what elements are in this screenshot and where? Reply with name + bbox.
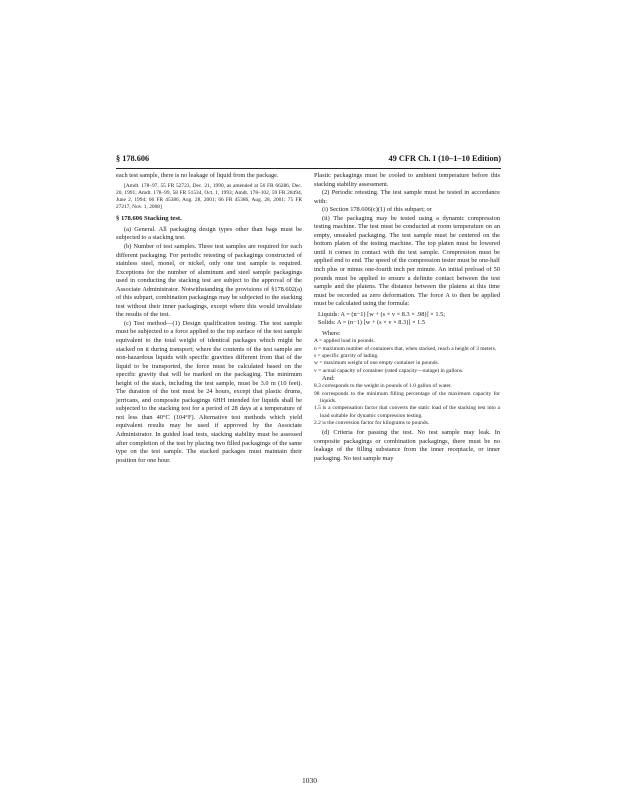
paragraph: (c) Test method—(1) Design qualification testing. The test sample must be subjected to a force applied to the top surface of the test sample equivalent to the total weight of identical packages which might be stacked on it during transport; where the contents of the test sample are non-hazardous liquids with specific gravities different from that of the liquid to be transported, the force must be calculated based on the specific gravity that will be marked on the packaging. The minimum height of the stack, including the test sample, must be 3.0 m (10 feet). The duration of the test must be 24 hours, except that plastic drums, jerricans, and composite packagings 6HH intended for liquids shall be subjected to the stacking test for a period of 28 days at a temperature of not less than 40°C (104°F). Alternative test methods which yield equivalent results may be used if approved by the Associate Administrator. In guided load tests, stacking stability must be assessed after completion of the test by placing two filled packagings of the same type on the test sample. The stacked packages must maintain their position for one hour. [116, 319, 302, 464]
right-column [314, 172, 500, 463]
running-header [116, 154, 501, 168]
header-title: 49 CFR Ch. I (10–1–10 Edition) [388, 154, 501, 163]
formula-liquids: Liquids: A = (n−1) [w + (s × v × 8.3 × .98)] × 1.5; [318, 310, 446, 318]
amendment-citation: [Amdt. 178–97, 55 FR 52723, Dec. 21, 1990, as amended at 56 FR 66286, Dec. 20, 1991; Amdt. 178–99, 58 FR 51534, Oct. 1, 1993; Amdt. 178–102, 59 FR 28494, June 2, 1994; 66 FR 45386, Aug. 28, 2001; 66 FR 45386, Aug. 28, 2001; 75 FR 27217, Nov. 1, 2008] [116, 182, 302, 211]
paragraph: (2) Periodic retesting. The test sample must be tested in accordance with: [314, 189, 500, 205]
left-column [116, 172, 302, 465]
definition: v = actual capacity of container (rated capacity—outage) in gallons. [314, 367, 464, 374]
paragraph: (ii) The packaging may be tested using a dynamic compression testing machine. The test must be conducted at room temperature on an empty, unsealed packaging. The test sample must be centered on the bottom platen of the testing machine. The top platen must be lowered until it comes in contact with the test sample. Compression must be applied end to end. The speed of the compression tester must be one-half inch plus or minus one-fourth inch per minute. An initial preload of 50 pounds must be applied to ensure a definite contact between the test sample and the platens. The distance between the platens at this time must be recorded as zero deformation. The force A to then be applied must be calculated using the formula: [314, 214, 500, 308]
header-rule [116, 168, 501, 169]
paragraph: (d) Criteria for passing the test. No test sample may leak. In composite packagings or combination packagings, there must be no leakage of the filling substance from the inner receptacle, or inner packaging. No test sample may [314, 429, 500, 462]
definition: 1.5 is a compensation factor that converts the static load of the stacking test into a load suitable for dynamic compression testing. [314, 405, 500, 419]
definition: w = maximum weight of one empty container in pounds. [314, 360, 439, 367]
paragraph: (a) General. All packaging design types other than bags must be subjected to a stacking test. [116, 225, 302, 242]
page-number: 1030 [302, 776, 317, 785]
definition: A = applied load in pounds. [314, 338, 375, 345]
paragraph: (i) Section 178.606(c)(1) of this subpart; or [322, 206, 432, 214]
definition: s = specific gravity of lading. [314, 352, 379, 359]
and-label: And: [322, 374, 335, 382]
definition: 8.3 corresponds to the weight in pounds of 1.0 gallon of water. [314, 383, 452, 390]
paragraph: Plastic packagings must be cooled to ambient temperature before this stacking stability assessment. [314, 172, 500, 188]
formula-solids: Solids: A = (n−1) [w + (s × v × 8.3)] × 1.5 [318, 319, 426, 327]
header-section-number: § 178.606 [116, 154, 150, 163]
definition: n = maximum number of containers that, when stacked, reach a height of 3 meters. [314, 345, 497, 352]
definition: 98 corresponds to the minimum filling percentage of the maximum capacity for liquids. [314, 390, 500, 405]
where-label: Where: [322, 329, 341, 337]
paragraph: each test sample, there is no leakage of liquid from the package. [116, 172, 279, 179]
paragraph: (b) Number of test samples. Three test samples are required for each different packaging. For periodic retesting of packagings constructed of stainless steel, monel, or nickel, only one test sample is required. Exceptions for the number of aluminum and steel sample packagings used in conducting the stacking test are subject to the approval of the Associate Administrator. Notwithstanding the provisions of §178.602(a) of this subpart, combination packagings may be subjected to the stacking test without their inner packagings, except where this would invalidate the results of the test. [116, 243, 302, 319]
definition: 2.2 is the conversion factor for kilograms to pounds. [314, 419, 430, 426]
section-heading: § 178.606 Stacking test. [116, 215, 182, 223]
